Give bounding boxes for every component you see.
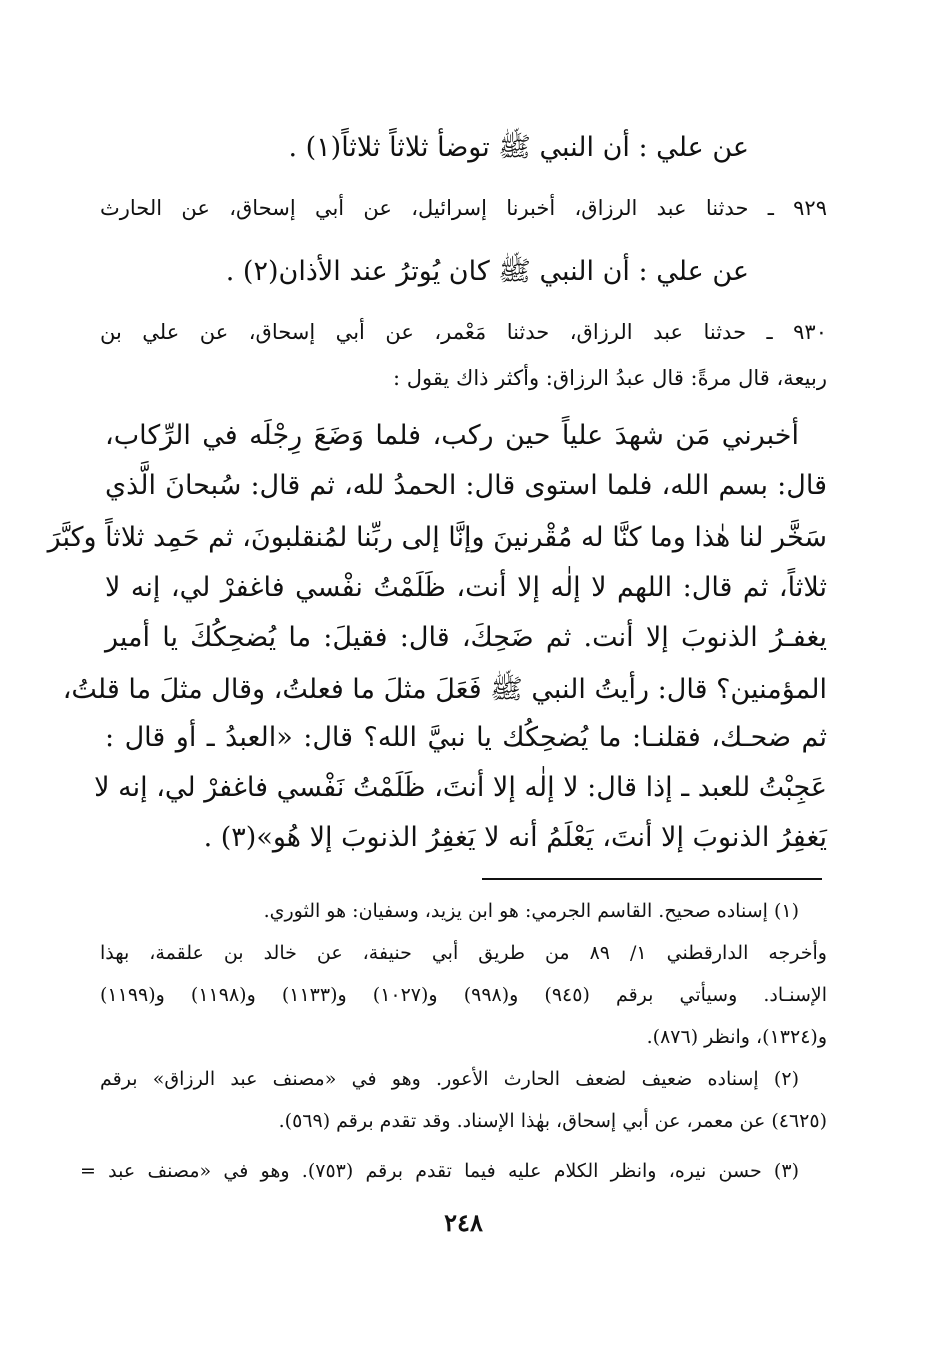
- footnote-separator: [482, 878, 822, 880]
- hadith-930-matn-line-1: أخبرني مَن شهدَ علياً حين ركب، فلما وَضَعَ رِجْلَه في الرِّكاب،: [105, 420, 799, 451]
- hadith-930-matn-line-5: يغفـرُ الذنوبَ إلا أنت. ثم ضَحِكَ، قال: فقيلَ: ما يُضحِكُكَ يا أمير: [105, 622, 827, 653]
- hadith-929-matn: عن علي : أن النبي ﷺ كان يُوترُ عند الأذان(٢) .: [225, 256, 749, 287]
- hadith-928-end: عن علي : أن النبي ﷺ توضأ ثلاثاً ثلاثاً(١) .: [288, 132, 749, 163]
- hadith-930-matn-line-4: ثلاثاً، ثم قال: اللهم لا إلٰه إلا أنت، ظَلَمْتُ نفْسي فاغفرْ لي، إنه لا: [105, 572, 827, 603]
- hadith-930-matn-line-8: عَجِبْتُ للعبد ـ إذا قال: لا إلٰه إلا أنتَ، ظَلَمْتُ نَفْسي فاغفرْ لي، إنه لا: [94, 772, 827, 803]
- footnote-1-line-3: الإسنـاد. وسيأتي برقم (٩٤٥) و(٩٩٨) و(١٠٢٧) و(١١٣٣) و(١١٩٨) و(١١٩٩): [100, 984, 827, 1006]
- hadith-930-matn-line-3: سَخَّر لنا هٰذا وما كنَّا له مُقْرنينَ وإنَّا إلى ربِّنا لمُنقلبونَ، ثم حَمِد ثلاثاً وكبَّرَ: [47, 522, 827, 553]
- footnote-1-line-4: و(١٣٢٤)، وانظر (٨٧٦).: [646, 1026, 827, 1048]
- footnote-1-line-2: وأخرجه الدارقطني ١/ ٨٩ من طريق أبي حنيفة، عن خالد بن علقمة، بهذا: [100, 942, 827, 964]
- footnote-1-line-1: (١) إسناده صحيح. القاسم الجرمي: هو ابن يزيد، وسفيان: هو الثوري.: [263, 900, 799, 922]
- footnote-3-line-1: (٣) حسن نيره، وانظر الكلام عليه فيما تقدم برقم (٧٥٣). وهو في «مصنف عبد =: [80, 1160, 799, 1182]
- footnote-2-line-1: (٢) إسناده ضعيف لضعف الحارث الأعور. وهو في «مصنف عبد الرزاق» برقم: [100, 1068, 799, 1090]
- hadith-930-matn-line-2: قال: بسم الله، فلما استوى قال: الحمدُ لله، ثم قال: سُبحانَ الَّذي: [105, 470, 827, 501]
- hadith-930-matn-line-6: المؤمنين؟ قال: رأيتُ النبي ﷺ فَعَلَ مثلَ ما فعلتُ، وقال مثلَ ما قلتُ،: [62, 674, 827, 705]
- hadith-929-isnad: ٩٢٩ ـ حدثنا عبد الرزاق، أخبرنا إسرائيل، عن أبي إسحاق، عن الحارث: [100, 196, 827, 220]
- hadith-930-isnad-line-1: ٩٣٠ ـ حدثنا عبد الرزاق، حدثنا مَعْمر، عن أبي إسحاق، عن علي بن: [100, 320, 827, 344]
- hadith-930-matn-line-7: ثم ضحـك، فقلنـا: ما يُضحِكُك يا نبيَّ الله؟ قال: «العبدُ ـ أو قال :: [105, 722, 827, 753]
- hadith-930-isnad-line-2: ربيعة، قال مرةً: قال عبدُ الرزاق: وأكثر ذاك يقول :: [393, 366, 827, 390]
- page-number: ٢٤٨: [444, 1208, 483, 1237]
- footnote-2-line-2: (٤٦٢٥) عن معمر، عن أبي إسحاق، بهٰذا الإسناد. وقد تقدم برقم (٥٦٩).: [278, 1110, 827, 1132]
- hadith-930-matn-line-9: يَغفِرُ الذنوبَ إلا أنتَ، يَعْلَمُ أنه لا يَغفِرُ الذنوبَ إلا هُو»(٣) .: [203, 822, 827, 853]
